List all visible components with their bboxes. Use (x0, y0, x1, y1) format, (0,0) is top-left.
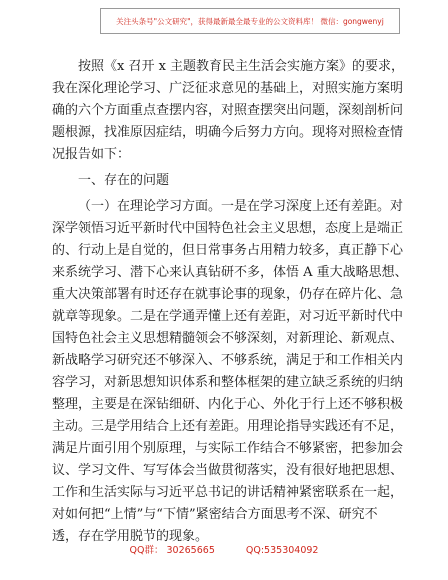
paragraph-line: 对如何把“上情”与“下情”紧密结合方面思考不深、研究不 (52, 507, 378, 522)
paragraph-line: 议、学习文件、写写体会当做贯彻落实，没有很好地把思想、 (52, 463, 404, 478)
paragraph-line: （一）在理论学习方面。一是在学习深度上还有差距。对 (78, 199, 404, 214)
paragraph-line: 整理，主要是在深钻细研、内化于心、外化于行上还不够积极 (52, 397, 404, 412)
paragraph-line: 重大决策部署有时还存在就事论事的现象，仍存在碎片化、急 (52, 287, 404, 302)
paragraph-line: 深学领悟习近平新时代中国特色社会主义思想，态度上是端正 (52, 221, 404, 236)
header-banner: 关注头条号"公文研究"，获得最新最全最专业的公文资料库！ 微信：gongwenyj (100, 8, 400, 34)
document-body (52, 56, 408, 548)
paragraph-line: 主动。三是学用结合上还有差距。用理论指导实践还有不足， (52, 419, 404, 434)
intro-line: 我在深化理论学习、广泛征求意见的基础上，对照实施方案明 (52, 81, 404, 96)
paragraph-line: 新战略学习研究还不够深入、不够系统，满足于和工作相关内 (52, 353, 404, 368)
paragraph-line: 的、行动上是自觉的，但日常事务占用精力较多，真正静下心 (52, 243, 404, 258)
paragraph-line: 满足片面引用个别原理，与实际工作结合不够紧密，把参加会 (52, 441, 404, 456)
intro-line: 况报告如下： (52, 147, 131, 162)
paragraph-line: 就章等现象。二是在学通弄懂上还有差距，对习近平新时代中 (52, 309, 404, 324)
paragraph-line: 透，存在学用脱节的现象。 (52, 529, 209, 544)
paragraph-line: 工作和生活实际与习近平总书记的讲话精神紧密联系在一起， (52, 485, 404, 500)
footer-qq-group: QQ群： 30265665 (129, 545, 215, 556)
paragraph-line: 容学习，对新思想知识体系和整体框架的建立缺乏系统的归纳 (52, 375, 404, 390)
section-heading: 一、存在的问题 (78, 173, 170, 188)
paragraph-line: 国特色社会主义思想精髓领会不够深刻，对新理论、新观点、 (52, 331, 404, 346)
intro-line: 确的六个方面重点查摆内容，对照查摆突出问题，深刻剖析问 (52, 103, 404, 118)
footer-qq: QQ:535304092 (245, 545, 319, 556)
intro-line: 按照《x 召开 x 主题教育民主生活会实施方案》的要求， (78, 59, 405, 74)
footer-contact (0, 542, 448, 556)
paragraph-line: 来系统学习、潜下心来认真钻研不多，体悟 A 重大战略思想、 (52, 265, 408, 280)
intro-line: 题根源，找准原因症结，明确今后努力方向。现将对照检查情 (52, 125, 404, 140)
